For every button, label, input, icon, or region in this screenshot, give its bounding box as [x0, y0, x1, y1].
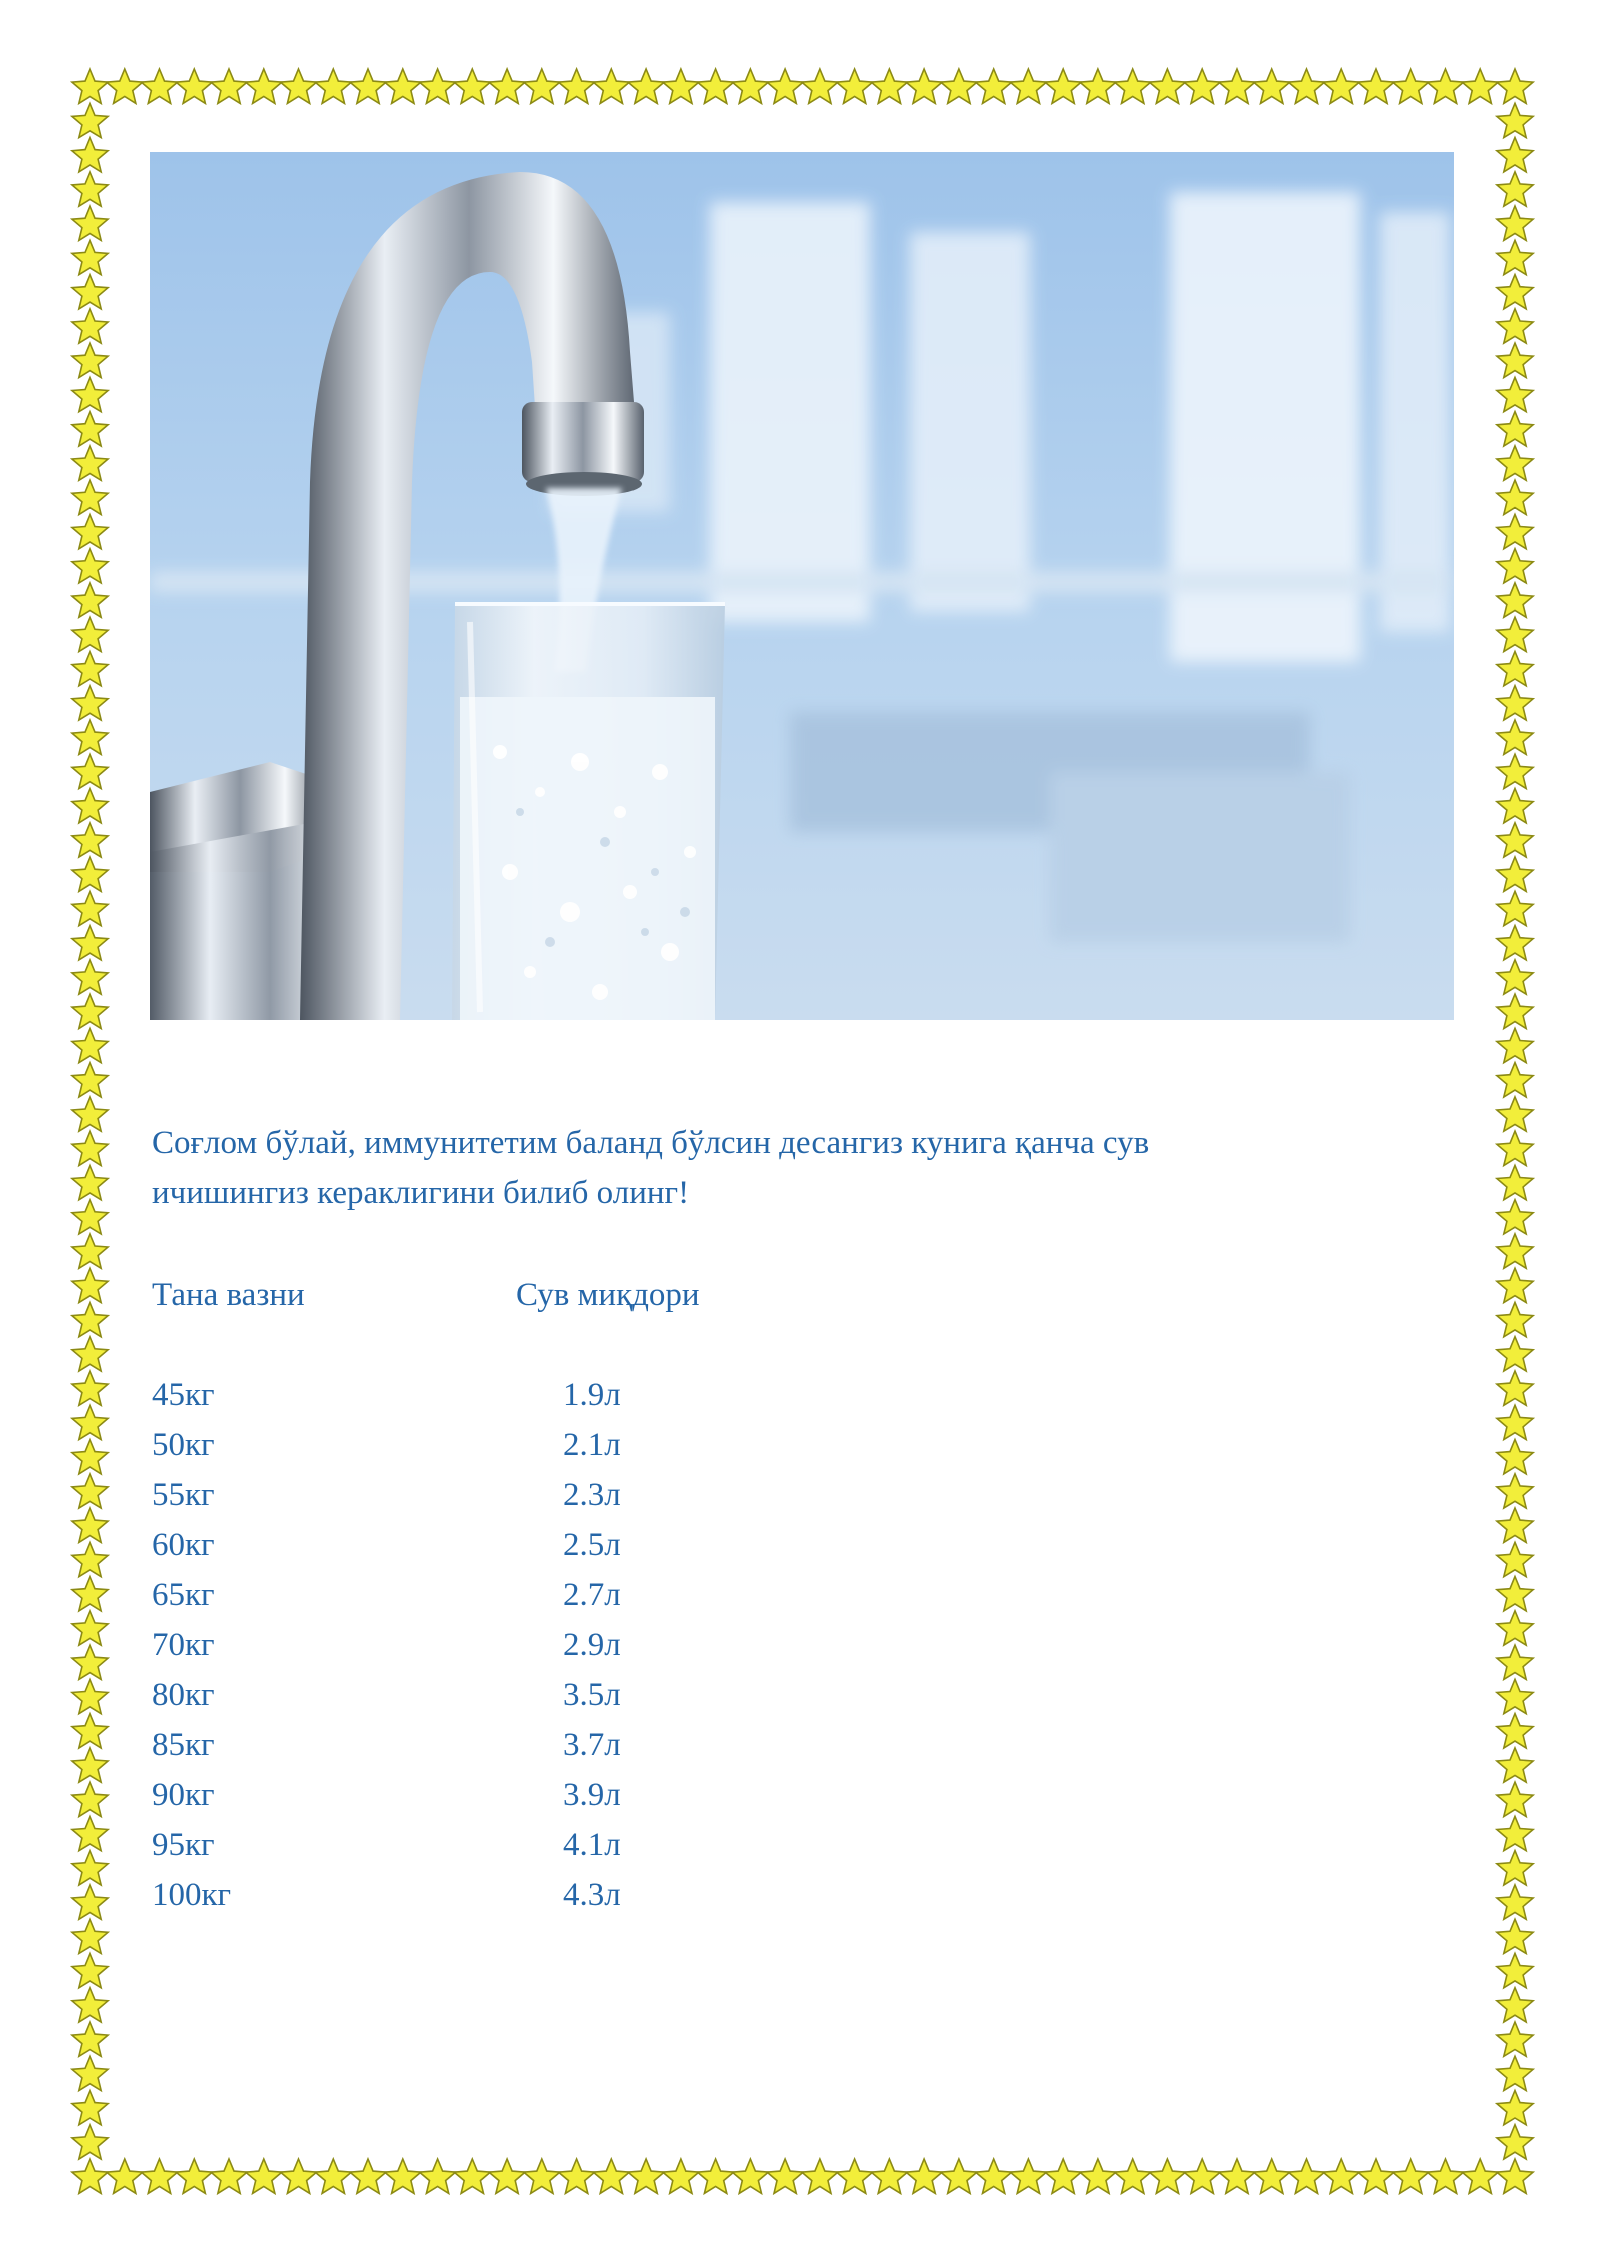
water-tap-photo: [150, 152, 1454, 1020]
weight-cell: 80кг: [152, 1677, 215, 1713]
table-row: [0, 1870, 1600, 1920]
water-cell: 2.3л: [563, 1477, 621, 1513]
table-row: [0, 1720, 1600, 1770]
table-row: [0, 1520, 1600, 1570]
table-row: [0, 1620, 1600, 1670]
table-row: [0, 1670, 1600, 1720]
water-cell: 2.5л: [563, 1527, 621, 1563]
weight-cell: 65кг: [152, 1577, 215, 1613]
intro-line-1: Соғлом бўлай, иммунитетим баланд бўлсин десангиз кунига қанча сув: [152, 1125, 1150, 1161]
water-cell: 4.1л: [563, 1827, 621, 1863]
table-row: [0, 1470, 1600, 1520]
water-cell: 1.9л: [563, 1377, 621, 1413]
weight-cell: 50кг: [152, 1427, 215, 1463]
water-cell: 4.3л: [563, 1877, 621, 1913]
table-row: [0, 1770, 1600, 1820]
water-cell: 3.5л: [563, 1677, 621, 1713]
water-cell: 2.9л: [563, 1627, 621, 1663]
table-header: [0, 1270, 1600, 1320]
weight-cell: 70кг: [152, 1627, 215, 1663]
water-cell: 3.7л: [563, 1727, 621, 1763]
weight-cell: 60кг: [152, 1527, 215, 1563]
table-row: [0, 1370, 1600, 1420]
weight-cell: 95кг: [152, 1827, 215, 1863]
table-row: [0, 1820, 1600, 1870]
weight-cell: 45кг: [152, 1377, 215, 1413]
table-row: [0, 1420, 1600, 1470]
header-body-weight: Тана вазни: [152, 1277, 305, 1313]
table-row: [0, 1570, 1600, 1620]
intro-paragraph: [152, 1118, 1332, 1218]
weight-cell: 55кг: [152, 1477, 215, 1513]
water-cell: 2.7л: [563, 1577, 621, 1613]
weight-cell: 90кг: [152, 1777, 215, 1813]
header-water-amount: Сув миқдори: [516, 1277, 700, 1313]
weight-cell: 100кг: [152, 1877, 232, 1913]
water-table: [0, 1370, 1600, 1920]
intro-line-2: ичишингиз кераклигини билиб олинг!: [152, 1175, 690, 1211]
water-cell: 3.9л: [563, 1777, 621, 1813]
water-cell: 2.1л: [563, 1427, 621, 1463]
weight-cell: 85кг: [152, 1727, 215, 1763]
